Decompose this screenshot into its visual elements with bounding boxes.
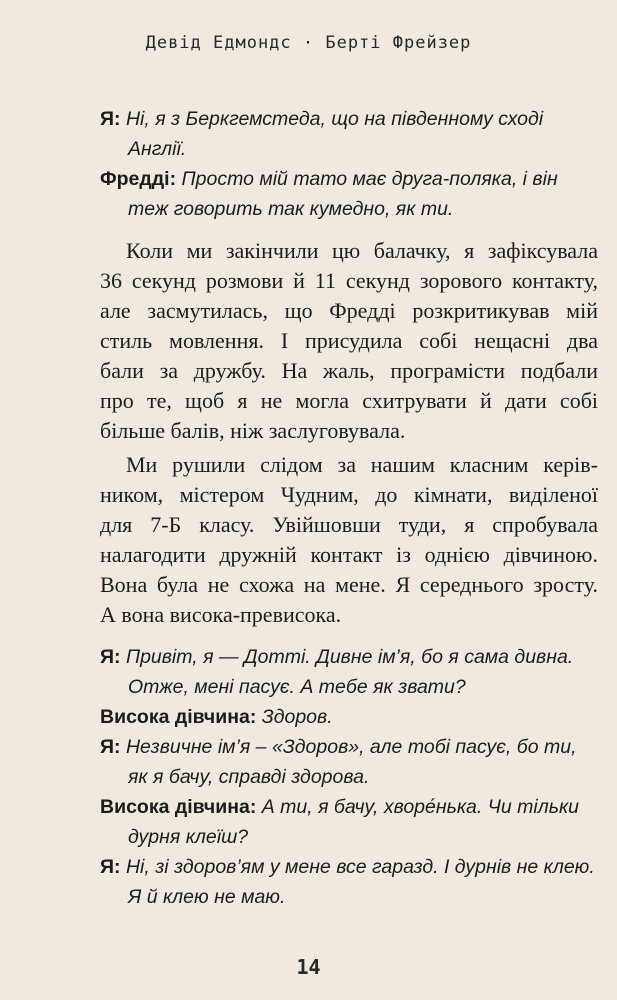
text-line: але засмутилась, що Фредді розкритикував мій xyxy=(100,298,598,323)
speech-text: А ти, я бачу, хворе́нька. Чи тільки дурня клеїш? xyxy=(128,796,579,848)
text-line: про те, щоб я не могла схитрувати й дати собі xyxy=(100,388,598,413)
speaker-name: Я: xyxy=(100,736,121,758)
dialogue-line xyxy=(100,852,598,912)
text-line: більше балів, ніж заслуговувала. xyxy=(100,418,406,443)
speaker-name: Фредді: xyxy=(100,168,177,190)
text-line: стиль мовлення. І присудила собі нещасні два xyxy=(100,328,598,353)
speech-text: Ні, зі здоров’ям у мене все гаразд. І дурнів не клею. Я й клею не маю. xyxy=(125,856,595,908)
page-body xyxy=(100,104,598,912)
speech-text: Ні, я з Беркгемстеда, що на південному сході Англії. xyxy=(125,108,544,160)
paragraph xyxy=(100,236,598,446)
dialogue-line xyxy=(100,732,598,792)
page-number: 14 xyxy=(296,955,321,979)
speaker-name: Висока дівчина: xyxy=(100,706,257,728)
speech-text: Незвичне ім’я – «Здоров», але тобі пасує, бо ти, як я бачу, справді здорова. xyxy=(125,736,577,788)
speech-text: Привіт, я — Дотті. Дивне ім’я, бо я сама дивна. Отже, мені пасує. А тебе як звати? xyxy=(125,646,574,698)
speaker-name: Я: xyxy=(100,108,121,130)
dialogue-line xyxy=(100,792,598,852)
text-line: налагодити дружній контакт із однією дівчиною. xyxy=(100,542,598,567)
text-line: Вона була не схожа на мене. Я середнього зросту. xyxy=(100,572,598,597)
text-line: Коли ми закінчили цю балачку, я зафіксувала xyxy=(126,238,598,263)
text-line: А вона висока-превисока. xyxy=(100,602,342,627)
text-line: Ми рушили слідом за нашим класним керів- xyxy=(126,452,598,477)
dialogue-line xyxy=(100,642,598,702)
speech-text: Здоров. xyxy=(261,706,333,728)
running-header: Девід Едмондс · Берті Фрейзер xyxy=(145,33,472,53)
paragraph xyxy=(100,450,598,630)
text-line: ником, містером Чудним, до кімнати, виділеної xyxy=(100,482,598,507)
dialogue-line xyxy=(100,104,598,164)
text-line: для 7-Б класу. Увійшовши туди, я спробувала xyxy=(100,512,598,537)
speaker-name: Я: xyxy=(100,856,121,878)
text-line: 36 секунд розмови й 11 секунд зорового контакту, xyxy=(100,268,598,293)
speaker-name: Висока дівчина: xyxy=(100,796,257,818)
speaker-name: Я: xyxy=(100,646,121,668)
speech-text: Просто мій тато має друга-поляка, і він теж говорить так кумедно, як ти. xyxy=(128,168,558,220)
dialogue-line xyxy=(100,164,598,224)
dialogue-line xyxy=(100,702,598,732)
text-line: бали за дружбу. На жаль, програмісти подбали xyxy=(100,358,598,383)
